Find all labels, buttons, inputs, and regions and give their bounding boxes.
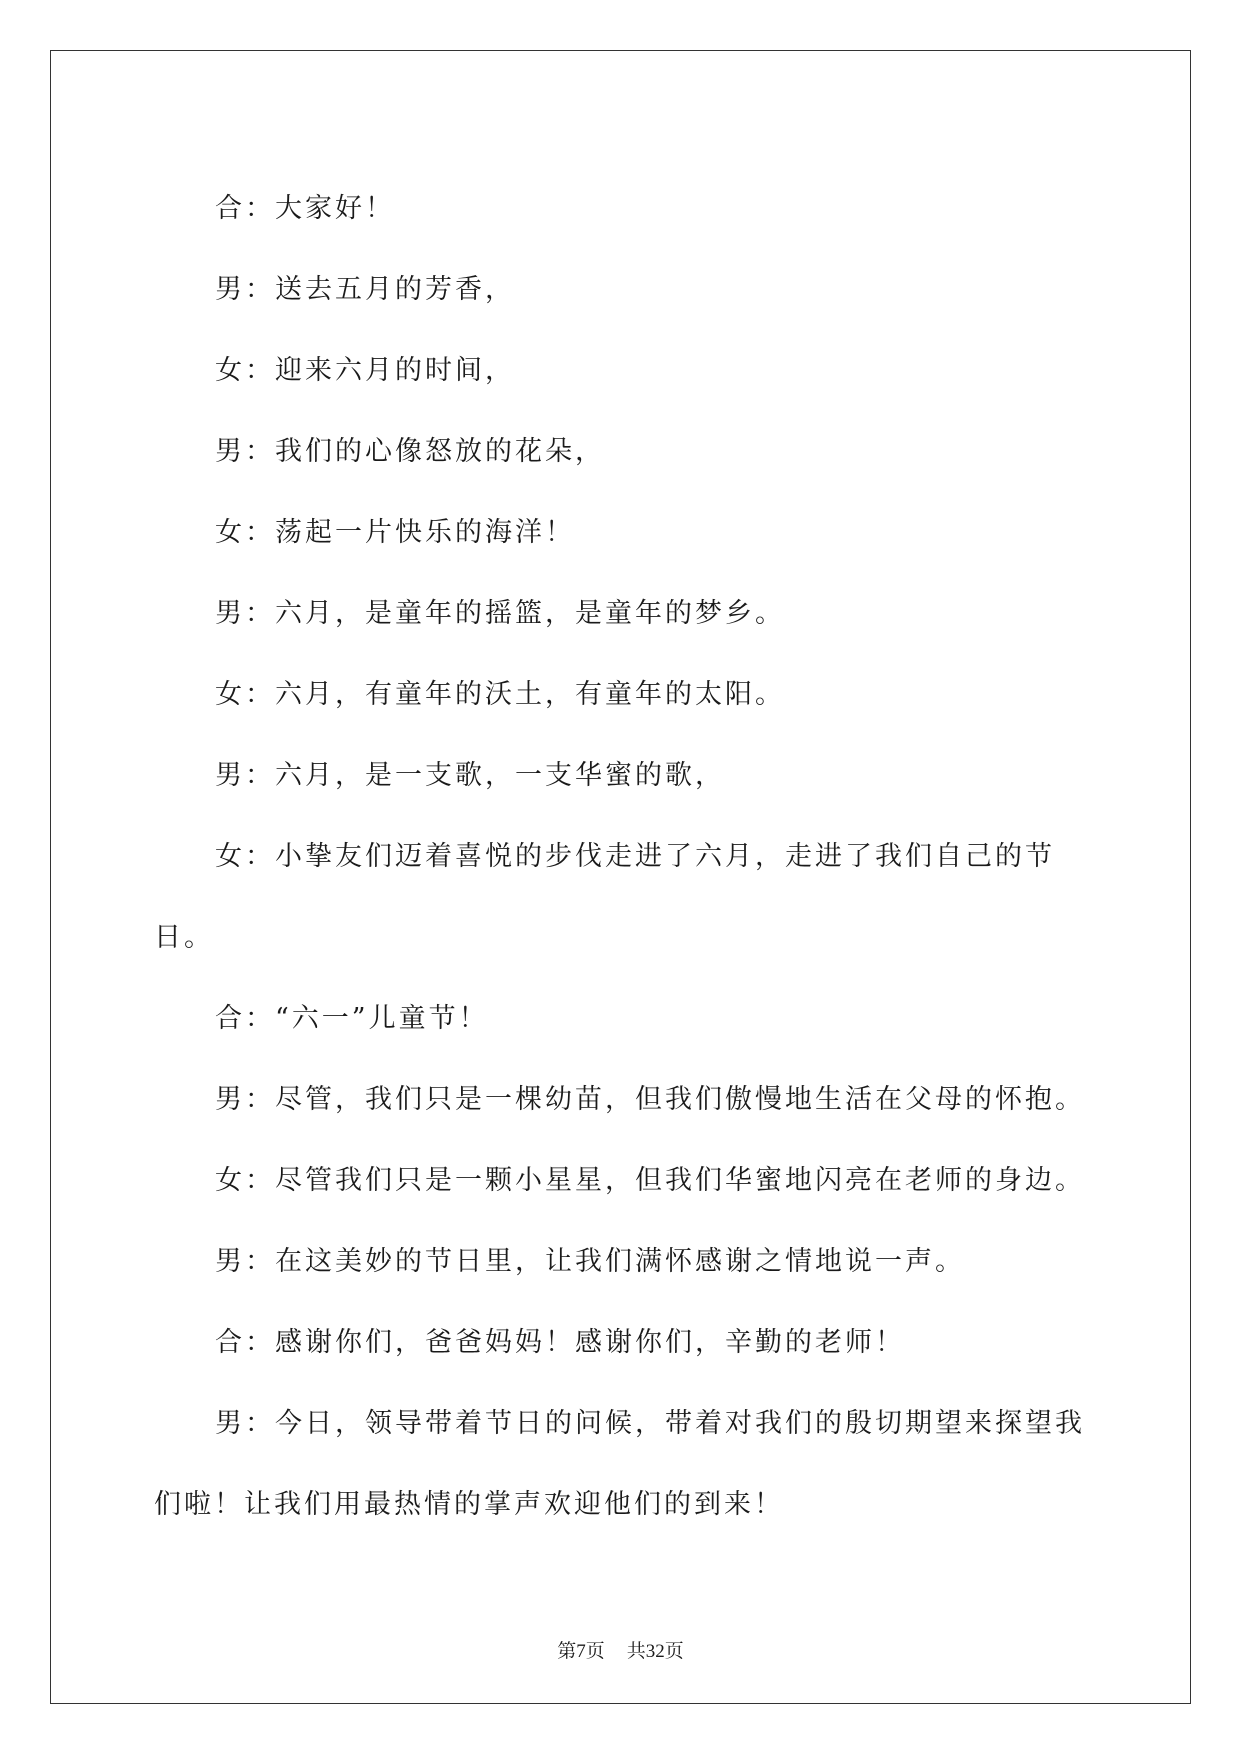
page-footer <box>0 1636 1241 1663</box>
paragraph: 男：我们的心像怒放的花朵， <box>215 436 605 467</box>
paragraph: 男：六月，是一支歌，一支华蜜的歌， <box>215 760 725 791</box>
paragraph: 女：尽管我们只是一颗小星星，但我们华蜜地闪亮在老师的身边。 <box>215 1165 1085 1196</box>
paragraph: 男：在这美妙的节日里，让我们满怀感谢之情地说一声。 <box>215 1246 965 1277</box>
paragraph: 女：小挚友们迈着喜悦的步伐走进了六月，走进了我们自己的节日。 <box>154 841 1055 953</box>
paragraph: 男：送去五月的芳香， <box>215 274 515 305</box>
paragraph: 合：大家好！ <box>215 193 395 224</box>
paragraph: 女：六月，有童年的沃土，有童年的太阳。 <box>215 679 785 710</box>
paragraph: 男：尽管，我们只是一棵幼苗，但我们傲慢地生活在父母的怀抱。 <box>215 1084 1085 1115</box>
paragraph: 合：感谢你们，爸爸妈妈！感谢你们，辛勤的老师！ <box>215 1327 905 1358</box>
page-number: 第7页 <box>557 1641 605 1662</box>
document-body <box>154 168 1094 1545</box>
paragraph: 合：“六一”儿童节！ <box>215 1003 489 1034</box>
paragraph: 女：迎来六月的时间， <box>215 355 515 386</box>
paragraph: 男：今日，领导带着节日的问候，带着对我们的殷切期望来探望我们啦！让我们用最热情的掌声欢迎他们的到来！ <box>154 1408 1085 1520</box>
page-total: 共32页 <box>626 1641 684 1662</box>
paragraph: 女：荡起一片快乐的海洋！ <box>215 517 575 548</box>
paragraph: 男：六月，是童年的摇篮，是童年的梦乡。 <box>215 598 785 629</box>
